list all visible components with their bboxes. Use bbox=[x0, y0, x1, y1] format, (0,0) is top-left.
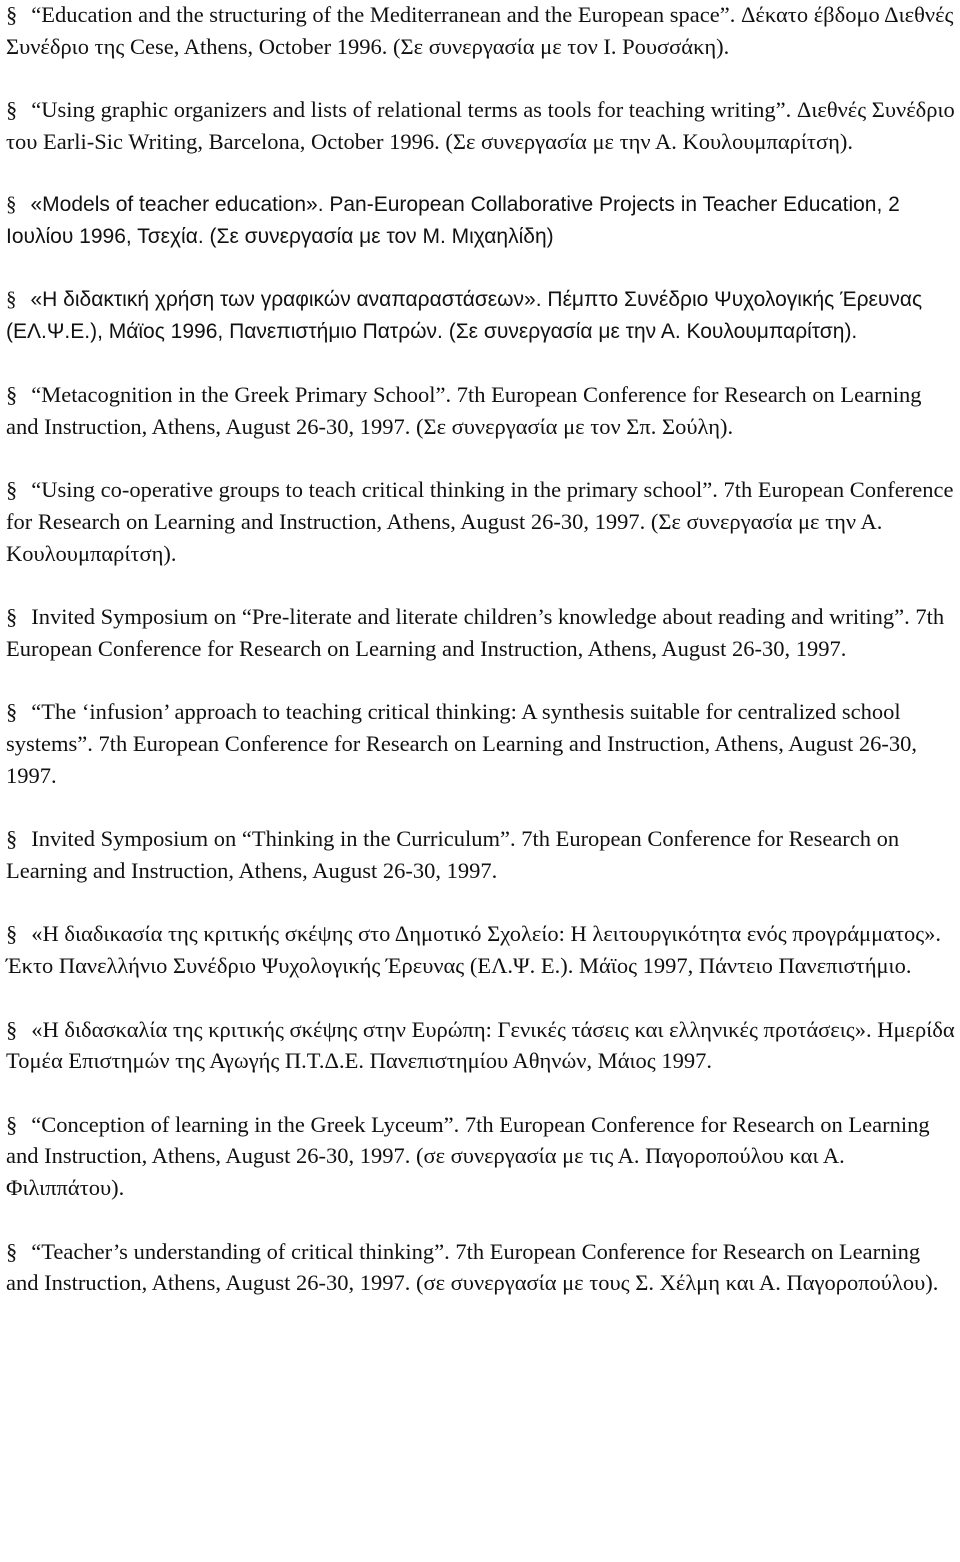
list-item bbox=[6, 0, 958, 63]
bullet-icon: § bbox=[6, 604, 18, 630]
bullet-icon: § bbox=[6, 699, 18, 725]
bullet-icon: § bbox=[6, 1111, 18, 1137]
list-item bbox=[6, 284, 958, 348]
entry-text: «Η διαδικασία της κριτικής σκέψης στο Δημοτικό Σχολείο: Η λειτουργικότητα ενός προγράμματος». Έκτο Πανελλήνιο Συνέδριο Ψυχολογικής Έρευνας (ΕΛ.Ψ. Ε.). Μάϊος 1997, Πάντειο Πανεπιστήμιο. bbox=[6, 921, 942, 979]
bullet-icon: § bbox=[6, 921, 18, 947]
bullet-icon: § bbox=[6, 826, 18, 852]
list-item bbox=[6, 918, 958, 982]
entry-text: “Using co-operative groups to teach critical thinking in the primary school”. 7th European Conference for Research on Learning and Instruction, Athens, August 26-30, 1997. (Σε συνεργασία με την Α. Κουλουμπαρίτση). bbox=[6, 477, 954, 567]
entry-text: «Η διδακτική χρήση των γραφικών αναπαραστάσεων». Πέμπτο Συνέδριο Ψυχολογικής Έρευνας (ΕΛ.Ψ.Ε.), Μάϊος 1996, Πανεπιστήμιο Πατρών. (Σε συνεργασία με την Α. Κουλουμπαρίτση). bbox=[6, 288, 923, 344]
list-item bbox=[6, 1236, 958, 1300]
bullet-icon: § bbox=[6, 1238, 18, 1264]
entry-text: Invited Symposium on “Pre-literate and literate children’s knowledge about reading and writing”. 7th European Conference for Research on Learning and Instruction, Athens, August 26-30, 1997. bbox=[6, 604, 945, 662]
bullet-icon: § bbox=[6, 477, 18, 503]
list-item bbox=[6, 696, 958, 791]
entry-text: “Education and the structuring of the Mediterranean and the European space”. Δέκατο έβδομο Διεθνές Συνέδριο της Cese, Athens, October 1996. (Σε συνεργασία με τον Ι. Ρουσσάκη). bbox=[6, 2, 954, 59]
list-item bbox=[6, 1109, 958, 1204]
list-item bbox=[6, 94, 958, 158]
list-item bbox=[6, 823, 958, 887]
entry-text: Invited Symposium on “Thinking in the Curriculum”. 7th European Conference for Research on Learning and Instruction, Athens, August 26-30, 1997. bbox=[6, 826, 900, 884]
entry-text: “Using graphic organizers and lists of relational terms as tools for teaching writing”. Διεθνές Συνέδριο του Earli-Sic Writing, Barcelona, October 1996. (Σε συνεργασία με την Α. Κουλουμπαρίτση). bbox=[6, 97, 955, 154]
entry-text: “Conception of learning in the Greek Lyceum”. 7th European Conference for Research on Learning and Instruction, Athens, August 26-30, 1997. (σε συνεργασία με τις Α. Παγοροπούλου και Α. Φιλιππάτου). bbox=[6, 1111, 930, 1201]
entry-text: “The ‘infusion’ approach to teaching critical thinking: A synthesis suitable for centralized school systems”. 7th European Conference for Research on Learning and Instruction, Athens, August 26-30, 1997. bbox=[6, 699, 918, 789]
bullet-icon: § bbox=[6, 1016, 18, 1042]
bullet-icon: § bbox=[6, 382, 18, 408]
bullet-icon: § bbox=[6, 287, 17, 312]
list-item bbox=[6, 379, 958, 443]
list-item bbox=[6, 189, 958, 253]
bullet-icon: § bbox=[6, 97, 18, 123]
entry-text: “Teacher’s understanding of critical thinking”. 7th European Conference for Research on Learning and Instruction, Athens, August 26-30, 1997. (σε συνεργασία με τους Σ. Χέλμη και Α. Παγοροπούλου). bbox=[6, 1238, 939, 1296]
entry-text: «Models of teacher education». Pan-European Collaborative Projects in Teacher Education, 2 Ιουλίου 1996, Τσεχία. (Σε συνεργασία με τον Μ. Μιχαηλίδη) bbox=[6, 193, 900, 248]
bullet-icon: § bbox=[6, 2, 18, 27]
list-item bbox=[6, 601, 958, 665]
list-item bbox=[6, 1014, 958, 1078]
bullet-icon: § bbox=[6, 192, 17, 217]
entry-text: “Metacognition in the Greek Primary School”. 7th European Conference for Research on Learning and Instruction, Athens, August 26-30, 1997. (Σε συνεργασία με τον Σπ. Σούλη). bbox=[6, 382, 922, 440]
list-item bbox=[6, 474, 958, 569]
entry-text: «Η διδασκαλία της κριτικής σκέψης στην Ευρώπη: Γενικές τάσεις και ελληνικές προτάσεις». Ημερίδα Τομέα Επιστημών της Αγωγής Π.Τ.Δ.Ε. Πανεπιστημίου Αθηνών, Μάιος 1997. bbox=[6, 1016, 955, 1074]
